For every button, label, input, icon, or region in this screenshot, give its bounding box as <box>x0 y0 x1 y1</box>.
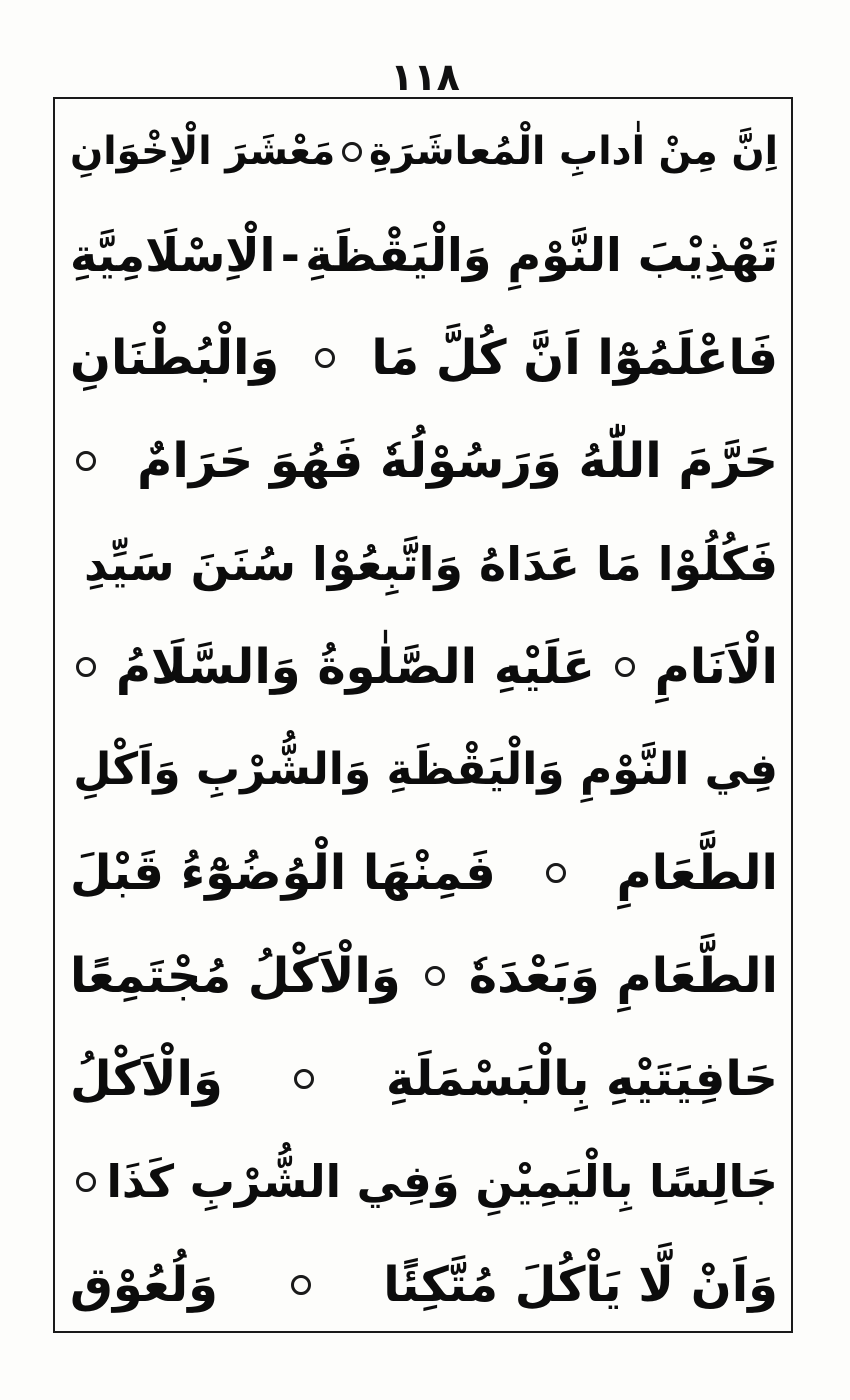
text-line <box>70 1027 778 1130</box>
verse-separator-icon <box>76 657 96 677</box>
text-segment: جَالِسًا بِالْيَمِيْنِ وَفِي الشُّرْبِ كَذَا <box>106 1155 778 1208</box>
verse-separator-icon <box>76 1172 96 1192</box>
text-segment: وَالْاَكْلُ <box>70 1050 223 1107</box>
verse-separator-icon <box>76 451 96 471</box>
text-segment: اِنَّ مِنْ اٰدابِ الْمُعاشَرَةِ <box>368 129 778 174</box>
page-number: ١١٨ <box>390 55 460 99</box>
text-line <box>70 924 778 1027</box>
text-segment: الْاِسْلَامِيَّةِ <box>70 227 276 282</box>
text-segment: فَاعْلَمُوْٓا اَنَّ كُلَّ مَا <box>371 329 778 386</box>
text-segment: وَاَنْ لَّا يَاْكُلَ مُتَّكِئًا <box>383 1256 778 1313</box>
text-line <box>70 100 778 203</box>
text-segment: وَالْاَكْلُ مُجْتَمِعًا <box>70 947 401 1004</box>
verse-separator-icon <box>315 348 335 368</box>
text-segment: الطَّعَامِ وَبَعْدَهٗ <box>468 947 778 1004</box>
text-segment: فَمِنْهَا الْوُضُوْٓءُ قَبْلَ <box>70 844 496 901</box>
text-segment: الْاَنَامِ <box>654 638 778 695</box>
text-segment: وَلُعُوْق <box>70 1256 218 1313</box>
text-segment: تَهْذِيْبَ النَّوْمِ وَالْيَقْظَةِ <box>305 227 778 282</box>
text-segment: مَعْشَرَ الْاِخْوَانِ <box>70 129 336 174</box>
text-segment: الطَّعَامِ <box>616 844 778 901</box>
text-line <box>70 203 778 306</box>
verse-separator-icon <box>291 1275 311 1295</box>
text-line <box>70 306 778 409</box>
text-line <box>70 512 778 615</box>
text-line <box>70 718 778 821</box>
text-segment: عَلَيْهِ الصَّلٰوةُ وَالسَّلَامُ <box>115 638 595 695</box>
text-segment: وَالْبُطْنَانِ <box>70 329 280 386</box>
text-segment: - <box>280 227 300 282</box>
verse-separator-icon <box>425 966 445 986</box>
verse-separator-icon <box>546 863 566 883</box>
text-segment: حَرَّمَ اللّٰهُ وَرَسُوْلُهٗ فَهُوَ حَرَامٌ <box>137 432 778 489</box>
text-line <box>70 1130 778 1233</box>
verse-separator-icon <box>615 657 635 677</box>
text-segment: حَافِيَتَيْهِ بِالْبَسْمَلَةِ <box>385 1050 778 1107</box>
text-segment: فِي النَّوْمِ وَالْيَقْظَةِ وَالشُّرْبِ وَاَكْلِ <box>73 744 778 795</box>
verse-separator-icon <box>294 1069 314 1089</box>
text-line <box>70 821 778 924</box>
verse-separator-icon <box>342 142 362 162</box>
text-line <box>70 615 778 718</box>
arabic-text-block <box>70 100 778 1336</box>
text-segment: فَكُلُوْا مَا عَدَاهُ وَاتَّبِعُوْا سُنَنَ سَيِّدِ <box>84 536 778 591</box>
text-line <box>70 1233 778 1336</box>
text-line <box>70 409 778 512</box>
